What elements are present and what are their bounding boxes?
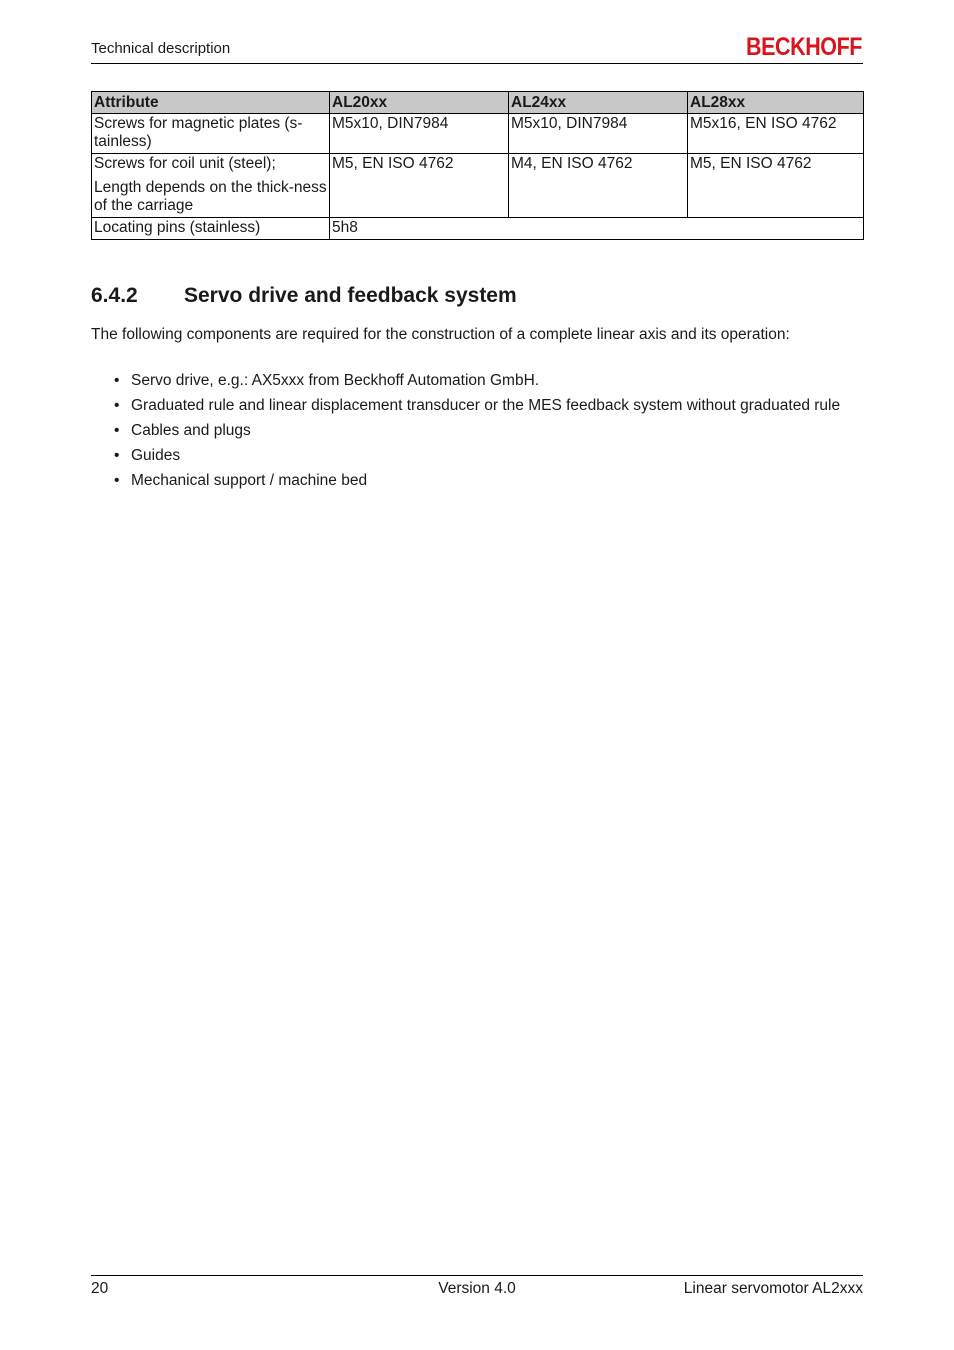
table-header-al28xx: AL28xx: [688, 92, 864, 114]
bullet-icon: •: [114, 472, 120, 489]
table-cell-al24xx: M5x10, DIN7984: [509, 114, 688, 154]
header-section-title: Technical description: [91, 40, 231, 57]
table-row: [92, 154, 864, 218]
table-cell-attribute: Locating pins (stainless): [92, 218, 330, 240]
footer-divider: [91, 1275, 863, 1276]
page-number: 20: [91, 1280, 109, 1297]
intro-paragraph: The following components are required for the construction of a complete linear axis and its operation:: [91, 326, 790, 343]
beckhoff-logo: BECKHOFF: [746, 33, 863, 61]
table-header-attribute: Attribute: [92, 92, 330, 114]
list-item: [91, 472, 863, 490]
attribute-note: Length depends on the thick-ness of the carriage: [94, 179, 327, 214]
table-cell-al20xx: M5x10, DIN7984: [330, 114, 509, 154]
bullet-icon: •: [114, 422, 120, 439]
section-number: 6.4.2: [91, 284, 138, 307]
list-item: [91, 397, 863, 415]
table-row: [92, 218, 864, 240]
bullet-icon: •: [114, 372, 120, 389]
header-divider: [91, 63, 863, 64]
table-row: [92, 114, 864, 154]
list-item-text: Cables and plugs: [131, 422, 251, 439]
table-cell-al28xx: M5, EN ISO 4762: [688, 154, 864, 218]
section-heading: Servo drive and feedback system: [184, 284, 517, 307]
component-list: [91, 372, 863, 497]
table-cell-attribute: [92, 154, 330, 218]
table-cell-merged-value: 5h8: [330, 218, 864, 240]
table-header-al20xx: AL20xx: [330, 92, 509, 114]
table-cell-attribute: Screws for magnetic plates (s-tainless): [92, 114, 330, 154]
list-item-text: Servo drive, e.g.: AX5xxx from Beckhoff Automation GmbH.: [131, 372, 540, 389]
list-item-text: Mechanical support / machine bed: [131, 472, 368, 489]
list-item: [91, 447, 863, 465]
table-header-row: [92, 92, 864, 114]
list-item: [91, 422, 863, 440]
table-header-al24xx: AL24xx: [509, 92, 688, 114]
table-cell-al20xx: M5, EN ISO 4762: [330, 154, 509, 218]
table-cell-al24xx: M4, EN ISO 4762: [509, 154, 688, 218]
attribute-table: [91, 91, 864, 240]
list-item: [91, 372, 863, 390]
bullet-icon: •: [114, 397, 120, 414]
list-item-text: Guides: [131, 447, 181, 464]
bullet-icon: •: [114, 447, 120, 464]
product-name: Linear servomotor AL2xxx: [683, 1280, 863, 1297]
list-item-text: Graduated rule and linear displacement transducer or the MES feedback system without graduated rule: [131, 397, 841, 414]
attribute-text: Screws for coil unit (steel);: [94, 155, 276, 172]
table-cell-al28xx: M5x16, EN ISO 4762: [688, 114, 864, 154]
document-version: Version 4.0: [438, 1280, 516, 1297]
